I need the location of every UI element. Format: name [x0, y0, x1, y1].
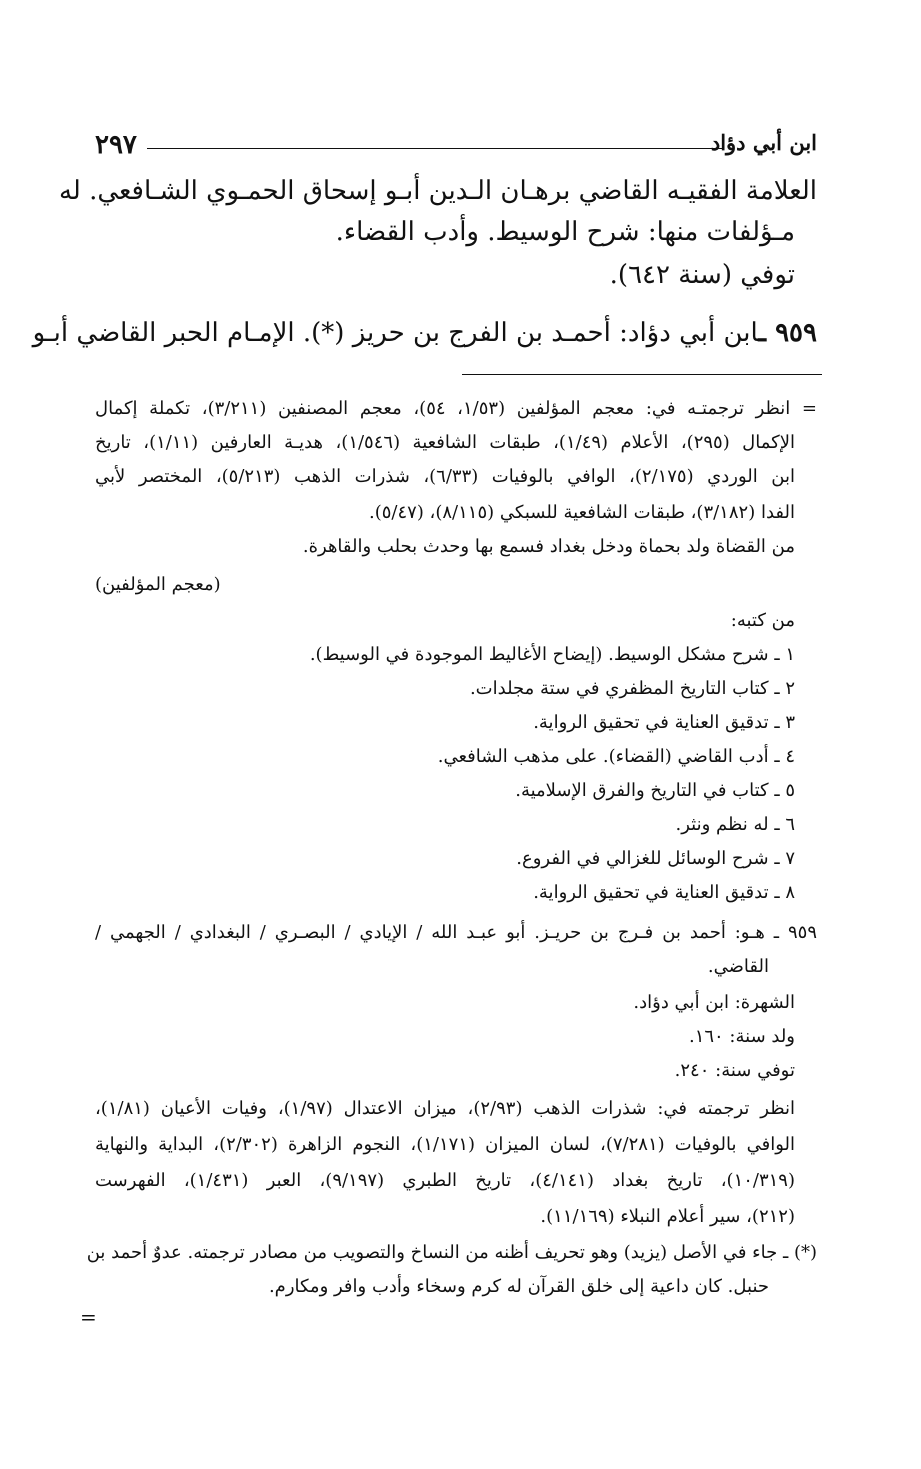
works-item: ٥ ـ كتاب في التاريخ والفرق الإسلامية. [515, 780, 795, 801]
star-note-line: حنبل. كان داعية إلى خلق القرآن له كرم وسخاء وأدب وافر ومكارم. [268, 1276, 769, 1297]
footnote-line: ابن الوردي (٢/١٧٥)، الوافي بالوفيات (٦/٣٣)، شذرات الذهب (٥/٢١٣)، المختصر لأبي [95, 466, 796, 487]
works-item: ٢ ـ كتاب التاريخ المظفري في ستة مجلدات. [469, 678, 795, 699]
page-number: ٢٩٧ [95, 130, 137, 160]
previous-entry-line: مـؤلفات منها: شرح الوسيط. وأدب القضاء. [335, 217, 795, 247]
star-note-line: (*) ـ جاء في الأصل (يزيد) وهو تحريف أظنه من النساخ والتصويب من مصادر ترجمته. عدوٌ أحمد بن [86, 1242, 817, 1263]
works-item: ٦ ـ له نظم ونثر. [675, 814, 795, 835]
footnote-entry-line: القاضي. [707, 956, 769, 977]
fame-line: الشهرة: ابن أبي دؤاد. [633, 992, 795, 1013]
works-item: ٤ ـ أدب القاضي (القضاء). على مذهب الشافعي. [437, 746, 795, 767]
footnote-rule [462, 374, 822, 375]
running-title: ابن أبي دؤاد [710, 130, 817, 155]
previous-entry [58, 176, 817, 296]
works-item: ١ ـ شرح مشكل الوسيط. (إيضاح الأغاليط الموجودة في الوسيط). [309, 644, 795, 665]
footnote-entry-line: ٩٥٩ ـ هـو: أحمد بن فـرج بن حريـز. أبو عبـد الله / الإيادي / البصـري / البغدادي / الجهمي / [95, 922, 817, 943]
footnote-line: (٢١٢)، سير أعلام النبلاء (١١/١٦٩). [540, 1206, 795, 1227]
continuation-mark: = [80, 1305, 97, 1329]
footnote-line: (١٠/٣١٩)، تاريخ بغداد (٤/١٤١)، تاريخ الطبري (٩/١٩٧)، العبر (١/٤٣١)، الفهرست [95, 1170, 795, 1191]
works-item: ٨ ـ تدقيق العناية في تحقيق الرواية. [533, 882, 795, 903]
works-item: ٧ ـ شرح الوسائل للغزالي في الفروع. [516, 848, 795, 869]
footnote-line: الفدا (٣/١٨٢)، طبقات الشافعية للسبكي (٨/١١٥)، (٥/٤٧). [368, 502, 795, 523]
footnote-line: الوافي بالوفيات (٧/٢٨١)، لسان الميزان (١/١٧١)، النجوم الزاهرة (٢/٣٠٢)، البداية والنهاية [95, 1134, 795, 1155]
footnote-line: انظر ترجمته في: شذرات الذهب (٢/٩٣)، ميزان الاعتدال (١/٩٧)، وفيات الأعيان (١/٨١)، [95, 1098, 796, 1119]
previous-entry-line: العلامة الفقيـه القاضي برهـان الـدين أبـو إسحاق الحمـوي الشـافعي. له [58, 176, 817, 206]
died-line: توفي سنة: ٢٤٠. [674, 1060, 795, 1081]
works-item: ٣ ـ تدقيق العناية في تحقيق الرواية. [533, 712, 795, 733]
entry-heading-text: ابن أبي دؤاد: أحمـد بن الفرج بن حريز (*). الإمـام الحبر القاضي أبـو [32, 318, 759, 348]
source-tag: (معجم المؤلفين) [95, 574, 221, 595]
page-header [95, 124, 817, 164]
works-heading: من كتبه: [730, 610, 795, 631]
previous-entry-line: توفي (سنة ٦٤٢). [609, 260, 795, 290]
header-rule [147, 148, 722, 149]
footnote-line: الإكمال (٢٩٥)، الأعلام (١/٤٩)، طبقات الشافعية (١/٥٤٦)، هديـة العارفين (١/١١)، تاريخ [95, 432, 795, 453]
entry-number: ٩٥٩ ـ [758, 318, 817, 348]
footnotes [86, 398, 818, 1318]
entry-heading-line [32, 318, 817, 348]
footnote-line: من القضاة ولد بحماة ودخل بغداد فسمع بها وحدث بحلب والقاهرة. [302, 536, 795, 557]
born-line: ولد سنة: ١٦٠. [688, 1026, 795, 1047]
footnote-line: = انظر ترجمتـه في: معجم المؤلفين (١/٥٣، ٥٤)، معجم المصنفين (٣/٢١١)، تكملة إكمال [95, 398, 818, 419]
